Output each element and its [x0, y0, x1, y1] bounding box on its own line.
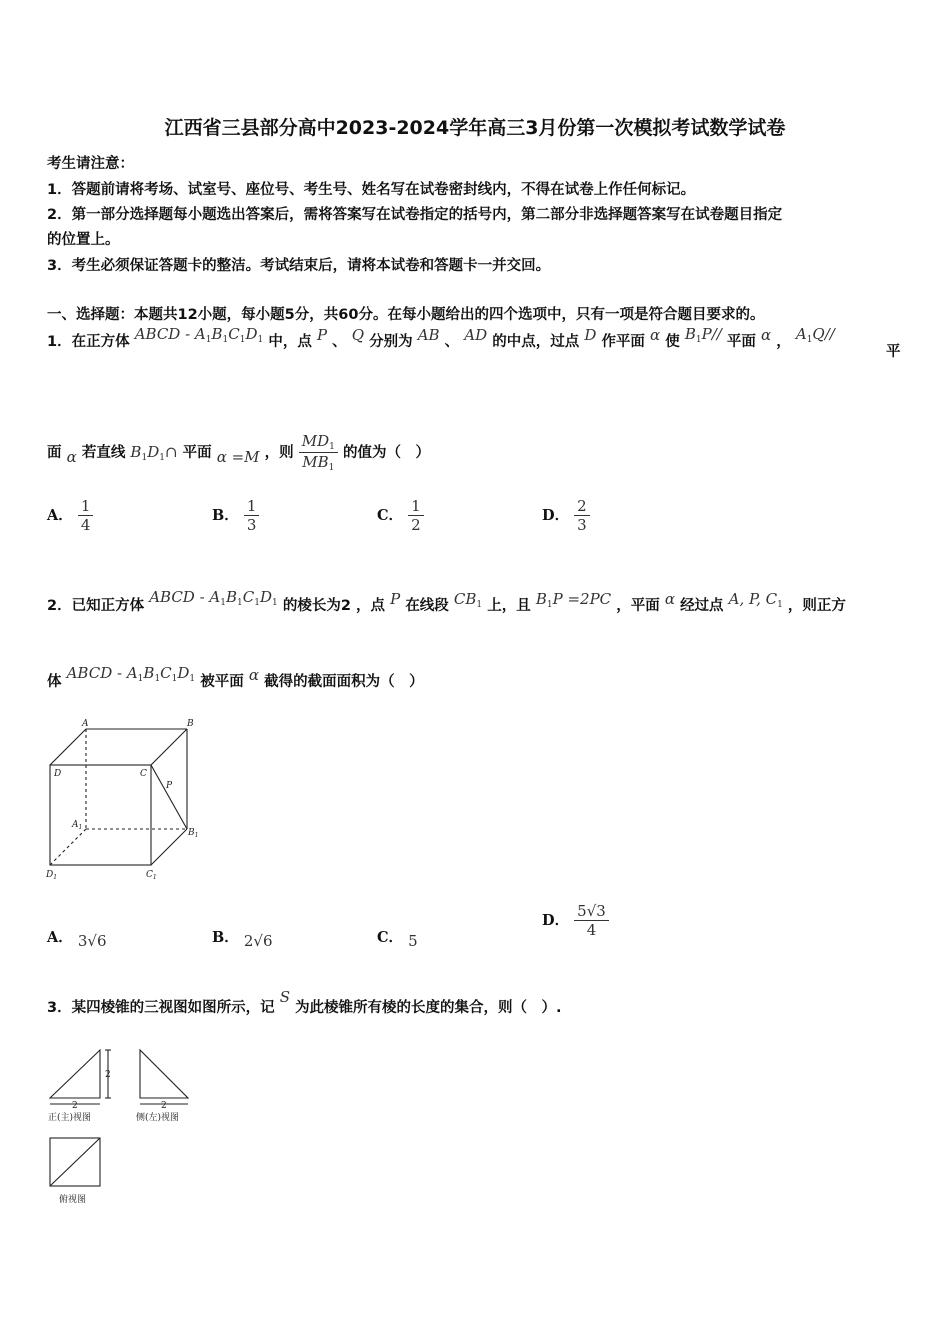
q1-pt-d: D: [584, 326, 597, 344]
label-b1: $B_1$: [188, 828, 199, 839]
q2-cube-expr: ABCD - $A_1B_1C_1D_1$: [149, 588, 278, 608]
q2-text: ，点: [356, 598, 386, 614]
q2-cube-figure: [42, 715, 212, 885]
label-c1: $C_1$: [146, 870, 157, 881]
side-view-caption: 侧(左)视图: [136, 1113, 180, 1123]
question-2-line-1: [47, 588, 846, 616]
dim-label: 2: [105, 1070, 111, 1080]
q1-alpha: α: [66, 448, 77, 466]
q2-text: 经过点: [680, 598, 724, 614]
q1-text: 作平面: [601, 334, 645, 350]
q1-text: ，则: [264, 445, 294, 461]
q2-eq: $B_1P =2PC$: [535, 590, 612, 610]
q2-option-a[interactable]: A． 3√6: [47, 929, 107, 950]
q2-cube-expr: ABCD - $A_1B_1C_1D_1$: [66, 664, 196, 684]
side-view-shape: [140, 1050, 188, 1098]
q1-option-d[interactable]: D． $\frac{2}{3}$: [542, 497, 590, 534]
label-a: A: [82, 719, 89, 729]
q2-text: 上，且: [487, 598, 531, 614]
q1-eq: α =M: [216, 448, 260, 466]
q1-text: 的中点，过点: [492, 334, 580, 350]
q1-text: 平面: [726, 334, 756, 350]
q3-var-s: S: [279, 988, 290, 1006]
q1-ratio: $\frac{MD_1}{MB_1}$: [299, 432, 338, 473]
q1-text: 若直线: [81, 445, 126, 461]
q1-text: 中，点: [268, 334, 312, 350]
q2-option-d[interactable]: D． $\frac{5√3}{4}$: [542, 902, 609, 939]
q1-text: 、: [332, 334, 347, 350]
q1-var-p: P: [316, 326, 328, 344]
q2-seg-cb1: $CB_1$: [453, 590, 483, 610]
dim-label: 2: [72, 1101, 78, 1111]
q1-text: ，: [776, 334, 791, 350]
q1-seg-ad: AD: [464, 326, 488, 344]
label-c: C: [140, 769, 147, 779]
q1-b1p: $B_1P//$: [684, 325, 722, 345]
notice-item: 2．第一部分选择题每小题选出答案后，需将答案写在试卷指定的括号内，第二部分非选择题答案写在试卷题目指定: [47, 207, 783, 223]
label-a1: $A_1$: [72, 820, 83, 831]
top-view-caption: 俯视图: [59, 1195, 87, 1205]
question-1-line-1: [47, 325, 835, 352]
q1-option-b[interactable]: B． $\frac{1}{3}$: [212, 497, 259, 534]
label-p: P: [166, 781, 173, 791]
q2-option-b[interactable]: B． 2√6: [212, 929, 273, 950]
q2-text: ，则正方: [787, 598, 846, 614]
q1-a1q: $A_1Q//$: [795, 325, 835, 345]
q1-text: 使: [665, 334, 680, 350]
q2-points: A, P, $C_1$: [728, 590, 783, 610]
front-view-shape: [50, 1050, 100, 1098]
q1-b1d1: $B_1D_1\cap$: [130, 443, 178, 463]
front-view-caption: 正(主)视图: [48, 1113, 92, 1123]
label-d1: $D_1$: [46, 870, 58, 881]
q1-option-a[interactable]: A． $\frac{1}{4}$: [47, 497, 93, 534]
label-d: D: [54, 769, 62, 779]
q1-text: 平: [886, 344, 901, 360]
q2-number: 2．已知正方体: [47, 598, 145, 614]
q3-text: 为此棱锥所有棱的长度的集合，则（ ）.: [295, 1000, 562, 1016]
q1-text: 的值为（ ）: [342, 445, 430, 461]
q1-text: 、: [444, 334, 460, 350]
q2-option-c[interactable]: C． 5: [377, 929, 418, 950]
dim-label: 2: [161, 1101, 167, 1111]
q1-number: 1．在正方体: [47, 334, 130, 350]
q1-alpha: α: [650, 326, 661, 344]
q2-edge-length: 2: [340, 598, 351, 614]
question-1-line-2: [47, 432, 430, 473]
q2-text: 截得的截面面积为（ ）: [264, 674, 424, 690]
q1-option-c[interactable]: C． $\frac{1}{2}$: [377, 497, 424, 534]
q2-alpha: α: [248, 666, 259, 684]
q1-cube-expr: ABCD - $A_1B_1C_1D_1$: [134, 325, 264, 345]
q1-text: 平面: [182, 445, 212, 461]
section-heading: 一、选择题：本题共12小题，每小题5分，共60分。在每小题给出的四个选项中，只有一项是符合题目要求的。: [47, 307, 765, 323]
q2-text: ，平面: [616, 598, 660, 614]
q1-seg-ab: AB: [417, 326, 440, 344]
q2-text: 在线段: [405, 598, 449, 614]
notice-item: 3．考生必须保证答题卡的整洁。考试结束后，请将本试卷和答题卡一并交回。: [47, 258, 551, 274]
q2-text: 体: [47, 674, 62, 690]
question-2-line-2: [47, 664, 424, 692]
q2-pt-p: P: [390, 590, 401, 608]
q2-alpha: α: [664, 590, 675, 608]
label-b: B: [187, 719, 194, 729]
q3-three-views: [42, 1042, 202, 1212]
q1-text: 面: [47, 445, 62, 461]
notice-item: 的位置上。: [47, 232, 120, 248]
q1-text: 分别为: [369, 334, 413, 350]
q2-text: 被平面: [200, 674, 244, 690]
q2-text: 的棱长为: [282, 598, 341, 614]
page-title: 江西省三县部分高中2023-2024学年高三3月份第一次模拟考试数学试卷: [164, 117, 786, 139]
notice-heading: 考生请注意：: [47, 156, 134, 172]
notice-item: 1．答题前请将考场、试室号、座位号、考生号、姓名写在试卷密封线内，不得在试卷上作任何标记。: [47, 182, 696, 198]
q1-var-q: Q: [351, 326, 365, 344]
q3-text: 3．某四棱锥的三视图如图所示，记: [47, 1000, 275, 1016]
q1-alpha: α: [761, 326, 772, 344]
question-3: [47, 988, 562, 1017]
